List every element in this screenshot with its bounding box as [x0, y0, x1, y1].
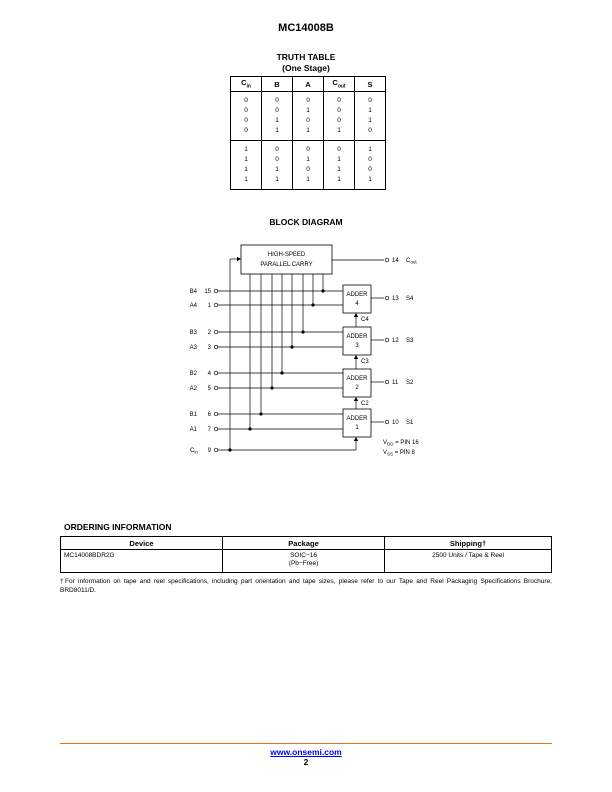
diagram-label: A3 [189, 345, 197, 351]
shipping-cell: 2500 Units / Tape & Reel [385, 550, 552, 573]
pin-circle [214, 289, 218, 293]
diagram-label: 9 [207, 448, 211, 454]
table-cell: 0 [293, 116, 324, 126]
col-a: A [293, 77, 324, 92]
col-shipping: Shipping† [385, 537, 552, 550]
diagram-label: 1 [355, 425, 359, 431]
table-cell: 1 [231, 165, 262, 175]
table-cell: 0 [262, 141, 293, 156]
ordering-header-row [61, 537, 552, 550]
table-cell: 1 [293, 106, 324, 116]
diagram-label: S2 [406, 380, 414, 386]
pin-circle [214, 427, 218, 431]
diagram-label: 12 [392, 338, 399, 344]
table-cell: 1 [355, 116, 386, 126]
table-cell: 0 [231, 106, 262, 116]
junction-dot [321, 289, 324, 292]
junction-dot [301, 330, 304, 333]
diagram-label: ADDER [346, 416, 368, 422]
diagram-label: B3 [189, 330, 197, 336]
diagram-label: B2 [189, 371, 197, 377]
table-cell: 1 [262, 175, 293, 190]
diagram-label: 1 [207, 303, 211, 309]
table-cell: 0 [324, 141, 355, 156]
cin-label: $C_{in}$ [190, 448, 198, 455]
diagram-label: S4 [406, 296, 414, 302]
diagram-label: ADDER [346, 292, 368, 298]
package-cell: SOIC−16 (Pb−Free) [223, 550, 385, 573]
table-cell: 1 [355, 141, 386, 156]
table-cell: 1 [262, 116, 293, 126]
table-cell: 0 [231, 116, 262, 126]
diagram-label: 10 [392, 420, 399, 426]
arrow-head [354, 313, 358, 317]
pin-circle [214, 303, 218, 307]
diagram-label: C4 [361, 317, 369, 323]
junction-dot [280, 371, 283, 374]
cout-label: $C_{out}$ [406, 258, 417, 265]
table-cell: 1 [262, 165, 293, 175]
table-cell: 1 [231, 155, 262, 165]
diagram-label: 2 [207, 330, 211, 336]
diagram-label: C3 [361, 359, 369, 365]
diagram-label: 2 [355, 385, 359, 391]
table-cell: 1 [355, 106, 386, 116]
arrow-head [354, 437, 358, 441]
table-cell: 1 [324, 126, 355, 141]
table-cell: 0 [262, 92, 293, 107]
power-note: $V_{SS}$ = PIN 8 [383, 450, 415, 457]
table-cell: 0 [231, 126, 262, 141]
footer-rule [60, 743, 552, 744]
table-cell: 0 [355, 126, 386, 141]
table-cell: 0 [262, 155, 293, 165]
table-cell: 0 [293, 165, 324, 175]
diagram-label: 14 [392, 258, 399, 264]
diagram-label: 6 [207, 412, 211, 418]
diagram-label: HIGH-SPEED [267, 252, 306, 258]
pin-circle [385, 420, 389, 424]
pin-circle [385, 258, 389, 262]
pin-circle [214, 386, 218, 390]
device-cell: MC14008BDR2G [61, 550, 223, 573]
diagram-label: 3 [355, 343, 359, 349]
adder-block [343, 285, 371, 313]
junction-dot [270, 386, 273, 389]
pin-circle [214, 330, 218, 334]
table-cell: 1 [262, 126, 293, 141]
diagram-label: 4 [207, 371, 211, 377]
pin-circle [385, 296, 389, 300]
junction-dot [311, 303, 314, 306]
table-cell: 1 [231, 141, 262, 156]
page-number: 2 [303, 757, 309, 767]
diagram-label: B1 [189, 412, 197, 418]
diagram-label: A2 [189, 386, 197, 392]
table-cell: 0 [324, 92, 355, 107]
diagram-label: A4 [189, 303, 197, 309]
diagram-label: 13 [392, 296, 399, 302]
diagram-label: ADDER [346, 334, 368, 340]
junction-dot [259, 412, 262, 415]
pin-circle [214, 412, 218, 416]
table-cell: 1 [293, 175, 324, 190]
ordering-title: ORDERING INFORMATION [64, 522, 172, 532]
adder-block [343, 369, 371, 397]
table-cell: 0 [355, 92, 386, 107]
diagram-label: 11 [392, 380, 399, 386]
arrow-head [354, 397, 358, 401]
col-package: Package [223, 537, 385, 550]
ordering-table [60, 536, 552, 573]
carry-block [241, 245, 332, 274]
table-cell: 0 [324, 116, 355, 126]
adder-block [343, 409, 371, 437]
table-cell: 0 [324, 106, 355, 116]
diagram-label: 4 [355, 301, 359, 307]
arrow-head [237, 257, 241, 261]
table-cell: 1 [231, 175, 262, 190]
footer-link[interactable]: www.onsemi.com [270, 747, 342, 757]
table-cell: 1 [324, 165, 355, 175]
pin-circle [214, 448, 218, 452]
table-cell: 1 [355, 175, 386, 190]
col-device: Device [61, 537, 223, 550]
arrow-head [354, 355, 358, 359]
page-title: MC14008B [278, 22, 334, 34]
table-cell: 1 [324, 175, 355, 190]
col-s: S [355, 77, 386, 92]
junction-dot [248, 427, 251, 430]
table-cell: 0 [262, 106, 293, 116]
pin-circle [214, 371, 218, 375]
col-b: B [262, 77, 293, 92]
col-cin: $C_{in}$ [231, 77, 262, 92]
table-cell: 1 [293, 126, 324, 141]
diagram-label: B4 [189, 289, 197, 295]
diagram-label: C2 [361, 401, 369, 407]
table-cell: 0 [355, 165, 386, 175]
table-cell: 1 [293, 155, 324, 165]
adder-block [343, 327, 371, 355]
diagram-label: 15 [204, 289, 211, 295]
table-cell: 0 [293, 141, 324, 156]
diagram-label: PARALLEL CARRY [260, 262, 313, 268]
pin-circle [385, 338, 389, 342]
ordering-footnote: †For information on tape and reel specifications, including part orientation and tape sizes, please refer to our Tape and Reel Packaging Specifications Brochure, BRD8011/D. [60, 578, 552, 594]
diagram-label: A1 [189, 427, 197, 433]
diagram-label: ADDER [346, 376, 368, 382]
table-cell: 1 [324, 155, 355, 165]
diagram-label: 3 [207, 345, 211, 351]
table-row [61, 550, 552, 573]
table-cell: 0 [231, 92, 262, 107]
diagram-label: 7 [207, 427, 211, 433]
pin-circle [385, 380, 389, 384]
diagram-label: S1 [406, 420, 414, 426]
junction-dot [290, 345, 293, 348]
power-note: $V_{DD}$ = PIN 16 [383, 440, 419, 447]
truth-table-heading: TRUTH TABLE [276, 52, 336, 62]
table-cell: 0 [293, 92, 324, 107]
block-diagram-title: BLOCK DIAGRAM [269, 217, 343, 227]
table-cell: 0 [355, 155, 386, 165]
diagram-label: 5 [207, 386, 211, 392]
truth-table-subtitle: (One Stage) [282, 63, 330, 73]
pin-circle [214, 345, 218, 349]
diagram-label: S3 [406, 338, 414, 344]
col-cout: $C_{out}$ [324, 77, 355, 92]
